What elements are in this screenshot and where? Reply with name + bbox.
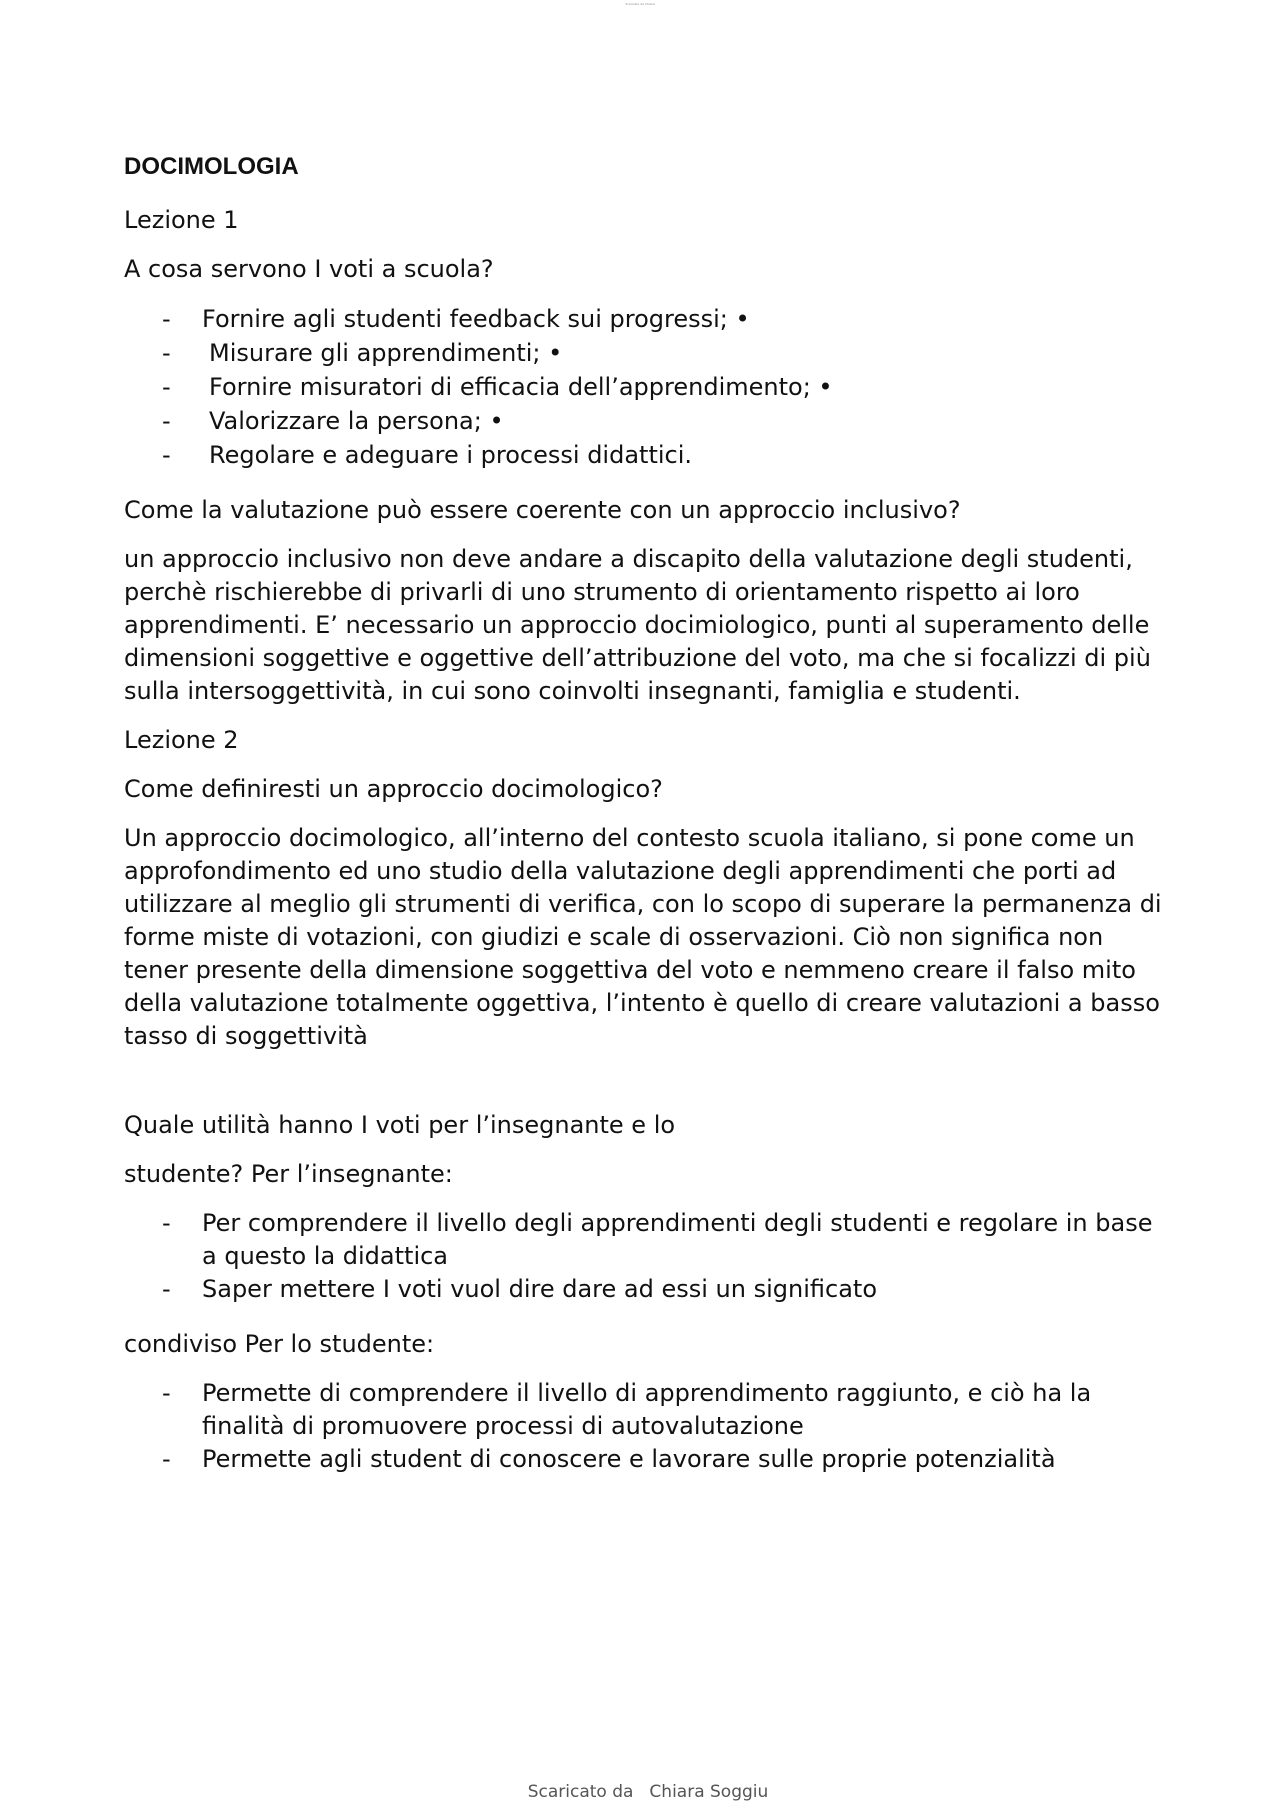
dash-bullet: - xyxy=(162,1445,171,1473)
lesson-1-heading: Lezione 1 xyxy=(124,206,239,234)
list-item: - Misurare gli apprendimenti; • xyxy=(124,336,1164,370)
list-item: - Permette di comprendere il livello di apprendimento raggiunto, e ciò ha la finalità di promuovere processi di autovalutazione xyxy=(162,1379,1092,1440)
document-body xyxy=(124,150,1164,1498)
list-item: - Valorizzare la persona; • xyxy=(124,404,1164,438)
dash-bullet: - xyxy=(162,441,171,469)
question-3: Come definiresti un approccio docimologico? xyxy=(124,775,663,803)
list-item: - Fornire misuratori di efficacia dell’apprendimento; • xyxy=(124,370,1164,404)
student-intro: condiviso Per lo studente: xyxy=(124,1330,435,1358)
list-item: - Saper mettere I voti vuol dire dare ad essi un significato xyxy=(124,1273,1164,1306)
footer-prefix: Scaricato da xyxy=(527,1782,634,1802)
dash-bullet: - xyxy=(162,339,171,367)
dash-bullet: - xyxy=(162,1209,171,1237)
question-2: Come la valutazione può essere coerente con un approccio inclusivo? xyxy=(124,496,961,524)
answer-3: Un approccio docimologico, all’interno del contesto scuola italiano, si pone come un approfondimento ed uno studio della valutazione degli apprendimenti che porti ad utilizzare al meglio gli strumenti di verifica, con lo scopo di superare la permanenza di forme miste di votazioni, con giudizi e scale di osservazioni. Ciò non significa non tener presente della dimensione soggettiva del voto e nemmeno creare il falso mito della valutazione totalmente oggettiva, l’intento è quello di creare valutazioni a basso tasso di soggettività xyxy=(124,824,1162,1050)
list-item: - Permette agli student di conoscere e lavorare sulle proprie potenzialità xyxy=(124,1443,1164,1476)
lesson-2-heading: Lezione 2 xyxy=(124,726,239,754)
list-item: - Per comprendere il livello degli apprendimenti degli studenti e regolare in base a questo la didattica xyxy=(162,1209,1153,1270)
document-title: DOCIMOLOGIA xyxy=(124,153,299,180)
question-4-line-1: Quale utilità hanno I voti per l’insegnante e lo xyxy=(124,1111,676,1139)
dash-bullet: - xyxy=(162,373,171,401)
question-1: A cosa servono I voti a scuola? xyxy=(124,255,494,283)
dash-bullet: - xyxy=(162,1275,171,1303)
teacher-utility-list xyxy=(124,1207,1164,1306)
student-utility-list xyxy=(124,1377,1164,1476)
list-item: - Regolare e adeguare i processi didattici. xyxy=(124,438,1164,472)
purpose-list xyxy=(124,302,1164,472)
question-4-line-2: studente? Per l’insegnante: xyxy=(124,1160,453,1188)
dash-bullet: - xyxy=(162,305,171,333)
list-item: - Fornire agli studenti feedback sui progressi; • xyxy=(124,302,1164,336)
dash-bullet: - xyxy=(162,407,171,435)
dash-bullet: - xyxy=(162,1379,171,1407)
footer-name: Chiara Soggiu xyxy=(649,1782,769,1802)
footer-watermark xyxy=(0,1782,1280,1802)
header-watermark: Scaricato da Chiara xyxy=(625,2,655,6)
answer-2: un approccio inclusivo non deve andare a discapito della valutazione degli studenti, perchè rischierebbe di privarli di uno strumento di orientamento rispetto ai loro apprendimenti. E’ necessario un approccio docimiologico, punti al superamento delle dimensioni soggettive e oggettive dell’attribuzione del voto, ma che si focalizzi di più sulla intersoggettività, in cui sono coinvolti insegnanti, famiglia e studenti. xyxy=(124,545,1151,705)
